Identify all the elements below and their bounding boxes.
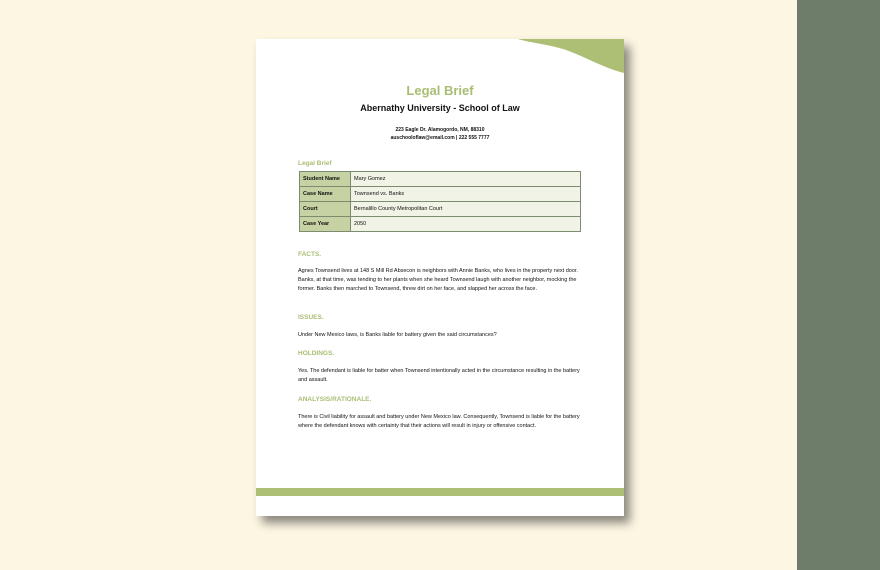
- document-title: Legal Brief: [406, 83, 474, 98]
- table-row: [300, 172, 581, 187]
- row-value: Townsend vs. Banks: [351, 187, 581, 202]
- table-row: [300, 187, 581, 202]
- side-panel: [797, 0, 880, 570]
- contact-line: auschooloflaw@email.com | 222 555 7777: [390, 135, 490, 141]
- row-value: Bernalillo County Metropolitan Court: [351, 202, 581, 217]
- document-page: [256, 39, 624, 516]
- section-label: Legal Brief: [298, 160, 332, 167]
- row-value: Mary Gomez: [351, 172, 581, 187]
- analysis-heading: ANALYSIS/RATIONALE.: [298, 396, 372, 403]
- facts-body: Agnes Townsend lives at 148 S Mill Rd Absecon is neighbors with Annie Banks, who lives in the property next door. Banks, at that time, was tending to her plants when she heard Townsend laugh with another neighbor, mocking the former. Banks then marched to Townsend, threw dirt on her face, and slapped her across the face.: [298, 268, 578, 292]
- header-wave-decoration: [256, 39, 624, 79]
- address-line: 223 Eagle Dr. Alamogordo, NM, 88310: [395, 127, 485, 133]
- row-key: Case Year: [300, 217, 351, 232]
- address-block: [256, 126, 624, 142]
- institution-name: Abernathy University - School of Law: [360, 103, 520, 113]
- row-key: Case Name: [300, 187, 351, 202]
- issues-body: Under New Mexico laws, is Banks liable for battery given the said circumstances?: [298, 332, 497, 338]
- footer-bar: [256, 488, 624, 496]
- analysis-body: There is Civil liability for assault and battery under New Mexico law. Consequently, Townsend is liable for the battery where the defendant knows with certainty that their actions will result in injury or offensive contact.: [298, 414, 580, 429]
- holdings-heading: HOLDINGS.: [298, 350, 335, 357]
- case-info-table: [299, 171, 581, 232]
- holdings-body: Yes. The defendant is liable for batter when Townsend intentionally acted in the circumstance resulting in the battery and assault.: [298, 368, 580, 383]
- row-key: Student Name: [300, 172, 351, 187]
- row-key: Court: [300, 202, 351, 217]
- table-row: [300, 202, 581, 217]
- facts-heading: FACTS.: [298, 251, 322, 258]
- row-value: 2050: [351, 217, 581, 232]
- issues-heading: ISSUES.: [298, 314, 324, 321]
- table-row: [300, 217, 581, 232]
